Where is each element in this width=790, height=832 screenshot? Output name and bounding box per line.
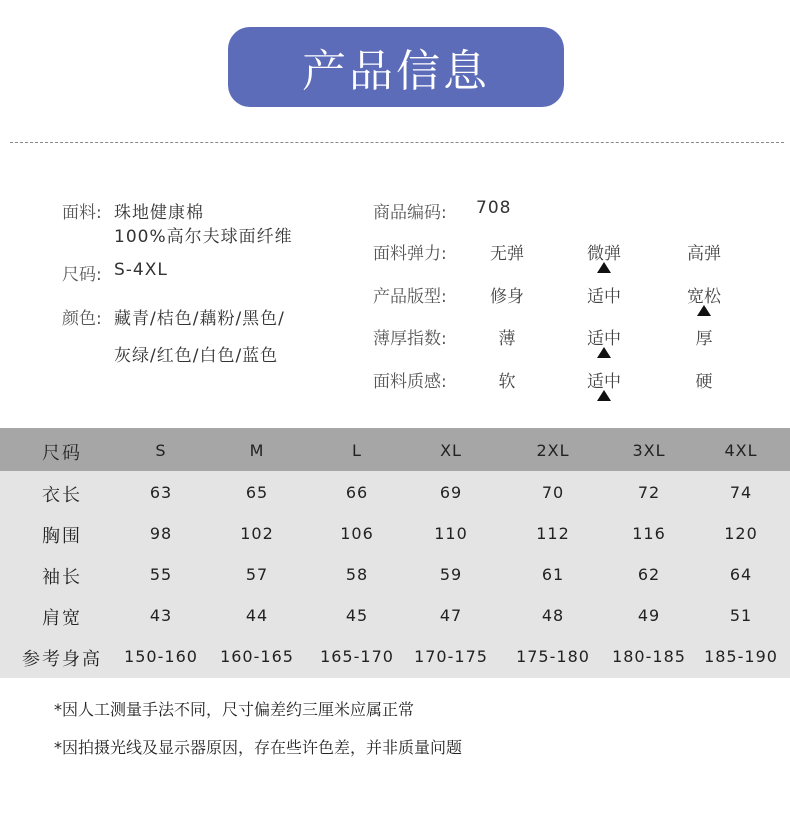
attribute-option: 薄 — [498, 329, 516, 349]
table-cell: 72 — [637, 483, 661, 502]
table-cell: 58 — [345, 565, 369, 584]
selected-marker-triangle-icon — [597, 347, 611, 358]
fabric-value: 珠地健康棉 — [114, 203, 204, 223]
table-cell: 160-165 — [220, 647, 294, 666]
size-header-cell: XL — [440, 441, 462, 460]
attribute-label: 薄厚指数: — [373, 329, 447, 349]
table-cell: 48 — [541, 606, 565, 625]
attribute-label: 产品版型: — [373, 287, 447, 307]
attribute-option: 适中 — [587, 287, 621, 307]
table-cell: 120 — [724, 524, 758, 543]
size-label: 尺码: — [62, 265, 102, 285]
product-code-label: 商品编码: — [373, 203, 447, 223]
color-list-line-2: 灰绿/红色/白色/蓝色 — [114, 346, 279, 366]
row-label: 袖长 — [42, 567, 82, 588]
attribute-option: 软 — [498, 372, 516, 392]
size-table-header — [0, 428, 790, 471]
attribute-label: 面料弹力: — [373, 244, 447, 264]
table-cell: 64 — [729, 565, 753, 584]
attribute-option: 无弹 — [490, 244, 524, 264]
size-header-cell: 3XL — [632, 441, 666, 460]
table-cell: 47 — [439, 606, 463, 625]
dashed-divider — [10, 142, 784, 143]
table-cell: 185-190 — [704, 647, 778, 666]
attribute-label: 面料质感: — [373, 372, 447, 392]
table-cell: 55 — [149, 565, 173, 584]
note-color-difference: *因拍摄光线及显示器原因，存在些许色差，并非质量问题 — [54, 738, 463, 757]
row-label: 衣长 — [42, 485, 82, 506]
attribute-option: 硬 — [695, 372, 713, 392]
selected-marker-triangle-icon — [697, 305, 711, 316]
row-label: 胸围 — [42, 526, 82, 547]
note-measurement: *因人工测量手法不同，尺寸偏差约三厘米应属正常 — [54, 700, 415, 719]
table-cell: 57 — [245, 565, 269, 584]
fabric-label: 面料: — [62, 203, 102, 223]
size-range-value: S-4XL — [114, 260, 168, 280]
size-header-cell: L — [352, 441, 362, 460]
table-cell: 112 — [536, 524, 570, 543]
attribute-option: 宽松 — [687, 287, 721, 307]
table-cell: 49 — [637, 606, 661, 625]
table-cell: 59 — [439, 565, 463, 584]
attribute-option: 厚 — [695, 329, 713, 349]
size-header-cell: 2XL — [536, 441, 570, 460]
selected-marker-triangle-icon — [597, 262, 611, 273]
table-cell: 62 — [637, 565, 661, 584]
color-label: 颜色: — [62, 309, 102, 329]
table-cell: 63 — [149, 483, 173, 502]
size-table — [0, 428, 790, 678]
size-header-cell: S — [155, 441, 167, 460]
table-cell: 150-160 — [124, 647, 198, 666]
fabric-composition: 100%高尔夫球面纤维 — [114, 227, 293, 247]
table-cell: 45 — [345, 606, 369, 625]
table-cell: 110 — [434, 524, 468, 543]
table-cell: 74 — [729, 483, 753, 502]
table-cell: 69 — [439, 483, 463, 502]
color-list-line-1: 藏青/桔色/藕粉/黑色/ — [114, 309, 285, 329]
table-cell: 106 — [340, 524, 374, 543]
table-cell: 165-170 — [320, 647, 394, 666]
table-cell: 102 — [240, 524, 274, 543]
title-banner — [228, 27, 564, 107]
page-title: 产品信息 — [302, 46, 490, 97]
attribute-option: 适中 — [587, 372, 621, 392]
selected-marker-triangle-icon — [597, 390, 611, 401]
table-cell: 66 — [345, 483, 369, 502]
attribute-option: 微弹 — [587, 244, 621, 264]
table-cell: 43 — [149, 606, 173, 625]
row-label: 参考身高 — [22, 649, 102, 670]
table-cell: 175-180 — [516, 647, 590, 666]
size-header-cell: M — [249, 441, 265, 460]
row-label: 肩宽 — [42, 608, 82, 629]
table-cell: 51 — [729, 606, 753, 625]
attribute-option: 高弹 — [687, 244, 721, 264]
header-label: 尺码 — [42, 443, 82, 464]
table-cell: 180-185 — [612, 647, 686, 666]
product-code-value: 708 — [476, 198, 512, 218]
table-cell: 98 — [149, 524, 173, 543]
table-cell: 65 — [245, 483, 269, 502]
table-cell: 61 — [541, 565, 565, 584]
table-cell: 44 — [245, 606, 269, 625]
table-cell: 170-175 — [414, 647, 488, 666]
attribute-option: 修身 — [490, 287, 524, 307]
size-header-cell: 4XL — [724, 441, 758, 460]
table-cell: 116 — [632, 524, 666, 543]
attribute-option: 适中 — [587, 329, 621, 349]
table-cell: 70 — [541, 483, 565, 502]
